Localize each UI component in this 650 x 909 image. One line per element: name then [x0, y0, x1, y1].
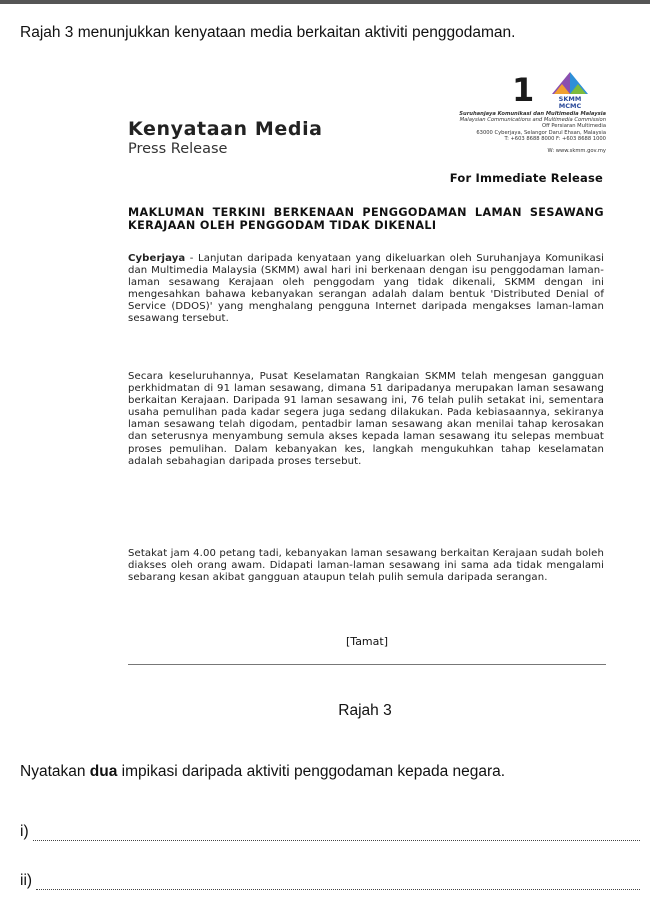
release-headline: MAKLUMAN TERKINI BERKENAAN PENGGODAMAN LAMAN SESAWANG KERAJAAN OLEH PENGGODAM TIDAK DIKENALI: [128, 206, 604, 232]
one-malaysia-logo: 1: [512, 71, 535, 109]
release-subtitle: Press Release: [128, 141, 228, 157]
org-website: W: www.skmm.gov.my: [547, 148, 606, 155]
figure-caption: Rajah 3: [338, 702, 392, 719]
answer-blank-1[interactable]: [33, 827, 640, 841]
release-title: Kenyataan Media: [128, 118, 323, 140]
logo-text-top: SKMM: [558, 95, 582, 103]
paragraph-1: [128, 253, 604, 326]
paragraph-2: Secara keseluruhannya, Pusat Keselamatan Rangkaian SKMM telah mengesan gangguan perkhidmatan di 91 laman sesawang, dimana 51 daripadanya merupakan laman sesawang berkaitan Kerajaan. Daripada 91 laman sesawang ini, 76 telah pulih setakat ini, sementara usaha pemulihan pada kadar segera juga sedang dilakukan. Pada kebiasaannya, sekiranya laman sesawang telah digodam, pentadbir laman sesawang akan menilai tahap kerosakan dan seterusnya menyambung semula akses kepada laman sesawang itu selepas membuat proses pemulihan. Dalam kebanyakan kes, langkah mengukuhkan tahap keselamatan adalah sebahagian daripada proses tersebut.: [128, 371, 604, 467]
logo-group: [498, 70, 598, 110]
organisation-details: [386, 111, 606, 154]
question-bold-word: dua: [89, 763, 118, 780]
immediate-release-label: For Immediate Release: [449, 171, 603, 185]
org-phone: T: +603 8688 8000 F: +603 8688 1000: [504, 135, 606, 142]
answer-label-2: ii): [20, 872, 33, 889]
paragraph-1-text: - Lanjutan daripada kenyataan yang dikeluarkan oleh Suruhanjaya Komunikasi dan Multimedia Malaysia (SKMM) awal hari ini berkenaan dengan isu penggodaman laman-laman sesawang Kerajaan oleh penggodam yang tidak dikenali, SKMM dengan ini mengesahkan bahawa kebanyakan serangan adalah dalam bentuk 'Distributed Denial of Service (DDOS)' yang menghalang pengguna Internet daripada mengakses laman-laman sesawang tersebut.: [128, 253, 604, 325]
org-address-line1: Off Persiaran Multimedia: [542, 123, 606, 130]
answer-line-1[interactable]: [20, 823, 640, 841]
org-name-malay: Suruhanjaya Komunikasi dan Multimedia Malaysia: [459, 111, 606, 117]
question-suffix: impikasi daripada aktiviti penggodaman kepada negara.: [117, 763, 506, 780]
top-divider: [0, 0, 650, 4]
org-address-line2: 63000 Cyberjaya, Selangor Darul Ehsan, Malaysia: [476, 129, 606, 136]
question-text: [20, 763, 505, 781]
intro-text: Rajah 3 menunjukkan kenyataan media berkaitan aktiviti penggodaman.: [20, 24, 516, 41]
document-divider: [128, 664, 606, 665]
question-prefix: Nyatakan: [20, 763, 90, 780]
answer-line-2[interactable]: [20, 872, 640, 890]
logo-text-bottom: MCMC: [558, 102, 582, 110]
paragraph-1-lead: Cyberjaya: [128, 253, 186, 264]
end-marker: [Tamat]: [346, 635, 388, 648]
answer-blank-2[interactable]: [36, 876, 640, 890]
org-name-english: Malaysian Communications and Multimedia Commission: [459, 117, 606, 124]
mcmc-logo: [544, 70, 596, 110]
answer-label-1: i): [20, 823, 29, 840]
paragraph-3: Setakat jam 4.00 petang tadi, kebanyakan laman sesawang berkaitan Kerajaan sudah boleh diakses oleh orang awam. Didapati laman-laman sesawang ini sama ada tidak mengalami sebarang kesan akibat gangguan ataupun telah pulih semula daripada serangan.: [128, 548, 604, 584]
title-block: [128, 118, 323, 157]
